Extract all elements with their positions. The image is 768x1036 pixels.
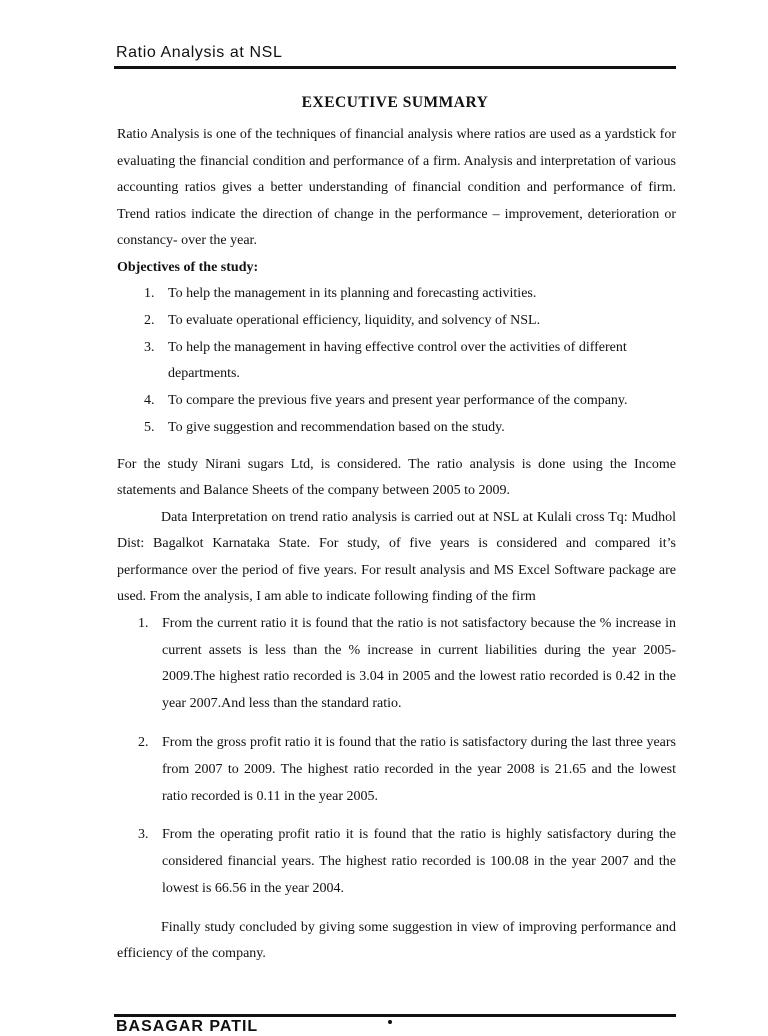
finding-item xyxy=(117,822,676,902)
list-item-text: To help the management in its planning and forecasting activities. xyxy=(168,286,537,301)
finding-text: From the gross profit ratio it is found that the ratio is satisfactory during the last three years from 2007 to 2009. The highest ratio recorded in the year 2008 is 21.65 and the lowest ratio recorded is 0.11 in the year 2005. xyxy=(162,734,676,804)
footer-rule xyxy=(114,1014,676,1017)
list-item xyxy=(117,281,676,308)
list-number: 1. xyxy=(144,286,155,301)
list-number: 3. xyxy=(144,339,155,355)
objectives-heading: Objectives of the study: xyxy=(117,259,259,275)
objectives-list xyxy=(117,281,676,442)
finding-text: From the current ratio it is found that the ratio is not satisfactory because the % increase in current assets is less than the % increase in current liabilities during the year 2005-2009.The highest ratio recorded is 3.04 in 2005 and the lowest ratio recorded is 0.42 in the year 2007.And less than the standard ratio. xyxy=(162,615,676,712)
footer-dot xyxy=(388,1020,392,1024)
header-rule xyxy=(114,66,676,69)
list-number: 2. xyxy=(144,312,155,328)
finding-text: From the operating profit ratio it is found that the ratio is highly satisfactory during the considered financial years. The highest ratio recorded is 100.08 in the year 2007 and the lowest is 66.56 in the year 2004. xyxy=(162,827,676,896)
finding-item xyxy=(117,611,676,718)
list-number: 2. xyxy=(138,734,149,750)
interpretation-paragraph: Data Interpretation on trend ratio analysis is carried out at NSL at Kulali cross Tq: Mudhol Dist: Bagalkot Karnataka State. For study, of five years is considered and compared it’s performance over the period of five years. For result analysis and MS Excel Software package are used. From the analysis, I am able to indicate following finding of the firm xyxy=(117,509,676,605)
list-item-text: To give suggestion and recommendation based on the study. xyxy=(168,419,505,435)
findings-list xyxy=(117,611,676,903)
list-number: 3. xyxy=(138,827,149,843)
list-item-text: To compare the previous five years and present year performance of the company. xyxy=(168,393,628,409)
conclusion-paragraph: Finally study concluded by giving some suggestion in view of improving performance and efficiency of the company. xyxy=(117,919,676,962)
list-number: 1. xyxy=(138,615,149,631)
list-item xyxy=(117,335,676,389)
list-number: 5. xyxy=(144,419,155,435)
spacer xyxy=(117,442,676,452)
list-item xyxy=(117,308,676,335)
study-paragraph: For the study Nirani sugars Ltd, is considered. The ratio analysis is done using the Income statements and Balance Sheets of the company between 2005 to 2009. xyxy=(117,456,676,499)
list-item xyxy=(117,388,676,415)
document-body xyxy=(117,122,676,968)
list-number: 4. xyxy=(144,393,155,409)
list-item-text: To evaluate operational efficiency, liquidity, and solvency of NSL. xyxy=(168,312,541,328)
finding-item xyxy=(117,730,676,810)
list-item xyxy=(117,415,676,442)
footer-author: BASAGAR PATIL xyxy=(116,1018,259,1035)
page-title: EXECUTIVE SUMMARY xyxy=(301,94,489,111)
list-item-text: To help the management in having effective control over the activities of different departments. xyxy=(168,339,627,382)
running-header: Ratio Analysis at NSL xyxy=(116,44,283,61)
intro-paragraph: Ratio Analysis is one of the techniques of financial analysis where ratios are used as a yardstick for evaluating the financial condition and performance of a firm. Analysis and interpretation of various accounting ratios gives a better understanding of financial condition and performance of firm. Trend ratios indicate the direction of change in the performance – improvement, deterioration or constancy- over the year. xyxy=(117,127,676,248)
